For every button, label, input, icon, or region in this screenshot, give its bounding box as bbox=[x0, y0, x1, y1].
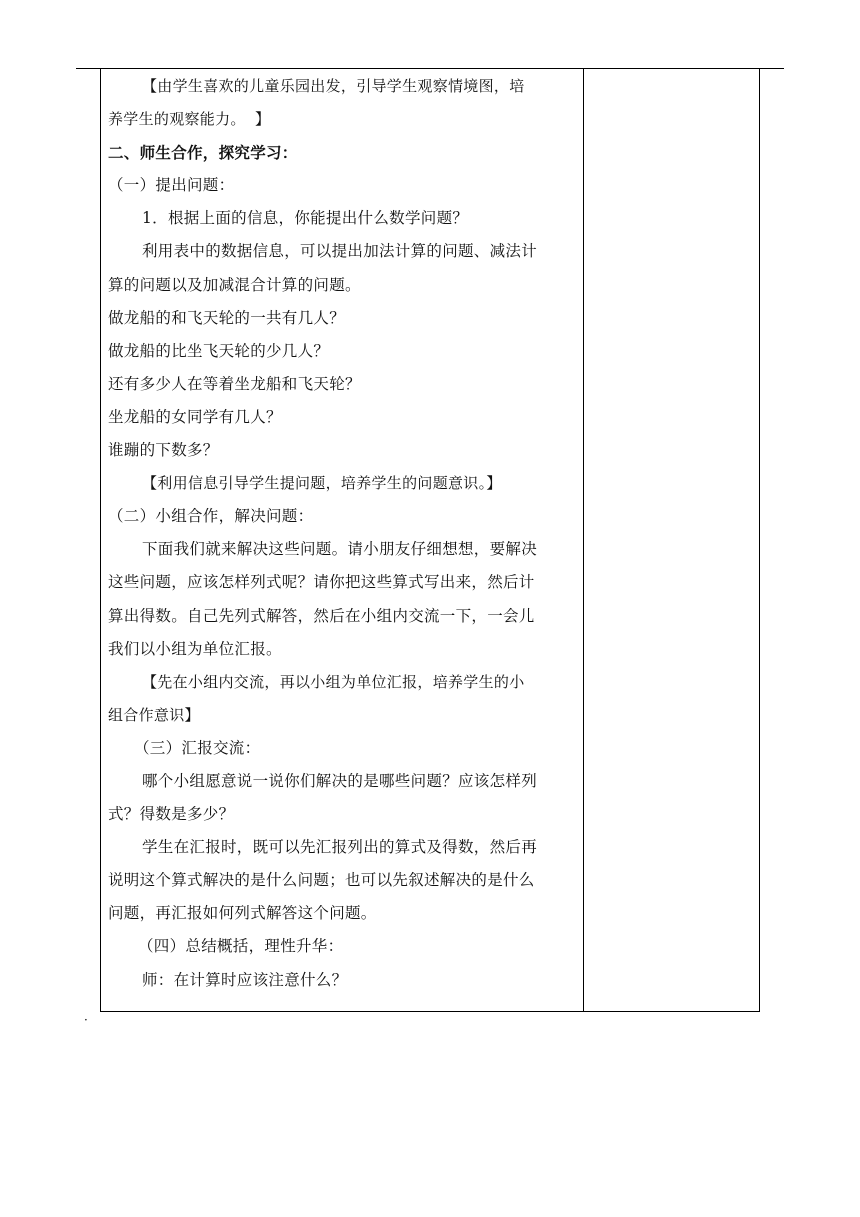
text-line: 做龙船的比坐飞天轮的少几人？ bbox=[108, 341, 330, 360]
text-line: 做龙船的和飞天轮的一共有几人？ bbox=[108, 308, 346, 327]
text-line: 【由学生喜欢的儿童乐园出发，引导学生观察情境图，培 bbox=[142, 77, 525, 95]
column-divider bbox=[583, 68, 584, 1012]
text-line: 这些问题，应该怎样列式呢？请你把这些算式写出来，然后计 bbox=[108, 573, 535, 592]
text-line: 问题，再汇报如何列式解答这个问题。 bbox=[108, 904, 377, 923]
text-line: 下面我们就来解决这些问题。请小朋友仔细想想，要解决 bbox=[142, 540, 538, 559]
text-line: 坐龙船的女同学有几人？ bbox=[108, 407, 282, 426]
text-line: 师：在计算时应该注意什么？ bbox=[142, 970, 348, 989]
text-line: 二、师生合作，探究学习： bbox=[108, 143, 298, 163]
text-line: 组合作意识】 bbox=[108, 705, 200, 724]
text-line: 学生在汇报时，既可以先汇报列出的算式及得数，然后再 bbox=[142, 838, 538, 857]
text-line: 算的问题以及加减混合计算的问题。 bbox=[108, 275, 361, 294]
text-line: 养学生的观察能力。 】 bbox=[108, 110, 271, 129]
footer-mark: · bbox=[84, 1013, 88, 1027]
text-line: （一）提出问题： bbox=[108, 176, 235, 195]
text-line: 式？得数是多少？ bbox=[108, 805, 235, 824]
text-line: （二）小组合作，解决问题： bbox=[108, 507, 314, 526]
text-line: 谁蹦的下数多？ bbox=[108, 441, 219, 460]
text-line: （三）汇报交流： bbox=[134, 738, 261, 757]
lesson-content-cell bbox=[108, 70, 578, 997]
text-line: 我们以小组为单位汇报。 bbox=[108, 639, 282, 658]
text-line: 说明这个算式解决的是什么问题；也可以先叙述解决的是什么 bbox=[108, 871, 535, 890]
text-line: 利用表中的数据信息，可以提出加法计算的问题、减法计 bbox=[142, 242, 538, 261]
text-line: （四）总结概括，理性升华： bbox=[138, 937, 344, 956]
text-line: 算出得数。自己先列式解答，然后在小组内交流一下，一会儿 bbox=[108, 606, 535, 625]
text-line: 【先在小组内交流，再以小组为单位汇报，培养学生的小 bbox=[142, 672, 525, 691]
text-line: 还有多少人在等着坐龙船和飞天轮？ bbox=[108, 374, 361, 393]
text-line: 1．根据上面的信息，你能提出什么数学问题？ bbox=[142, 209, 469, 228]
text-line: 哪个小组愿意说一说你们解决的是哪些问题？应该怎样列 bbox=[142, 771, 538, 790]
text-line: 【利用信息引导学生提问题，培养学生的问题意识。】 bbox=[142, 474, 502, 493]
